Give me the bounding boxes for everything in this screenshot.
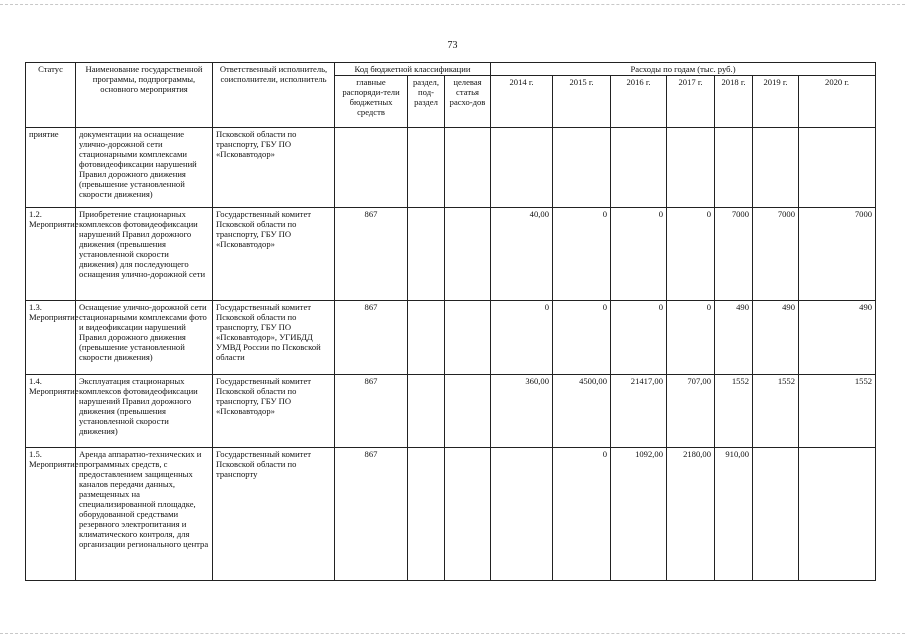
row-executor: Государственный комитет Псковской области по транспорту, ГБУ ПО «Псковавтодор» — [213, 208, 335, 301]
row-value-2020 — [799, 448, 876, 581]
row-value-2016: 1092,00 — [611, 448, 667, 581]
row-code-chief: 867 — [335, 375, 408, 448]
row-status: 1.3. Мероприятие — [26, 301, 76, 375]
table-row — [26, 375, 876, 448]
row-value-2014: 40,00 — [491, 208, 553, 301]
row-code-article — [445, 208, 491, 301]
header-status: Статус — [26, 63, 76, 128]
row-code-chief: 867 — [335, 448, 408, 581]
header-budget-code: Код бюджетной классификации — [335, 63, 491, 76]
row-value-2015: 4500,00 — [553, 375, 611, 448]
row-value-2018: 490 — [715, 301, 753, 375]
row-value-2017: 707,00 — [667, 375, 715, 448]
header-code-chief: главные распоряди-тели бюджетных средств — [335, 76, 408, 128]
header-code-article: целевая статья расхо-дов — [445, 76, 491, 128]
row-name: Приобретение стационарных комплексов фотовидеофиксации нарушений Правил дорожного движения (превышения установленной скорости движения) для последующего оснащения улично-дорожной сети — [76, 208, 213, 301]
table-row — [26, 301, 876, 375]
row-code-section — [408, 208, 445, 301]
row-value-2014 — [491, 128, 553, 208]
page-number: 73 — [447, 40, 458, 51]
row-value-2018: 7000 — [715, 208, 753, 301]
row-code-article — [445, 128, 491, 208]
row-value-2020 — [799, 128, 876, 208]
row-name: Аренда аппаратно-технических и программных средств, с предоставлением защищенных каналов передачи данных, размещенных на специализированной площадке, оборудованной средствами резервного электропитания и климатического контроля, для организации регионального центра — [76, 448, 213, 581]
row-code-section — [408, 375, 445, 448]
header-name: Наименование государственной программы, подпрограммы, основного мероприятия — [76, 63, 213, 128]
row-code-chief: 867 — [335, 301, 408, 375]
row-value-2018 — [715, 128, 753, 208]
row-value-2015: 0 — [553, 301, 611, 375]
row-code-article — [445, 301, 491, 375]
row-status: приятие — [26, 128, 76, 208]
footer-scan-edge — [0, 633, 905, 634]
row-value-2014: 360,00 — [491, 375, 553, 448]
row-name: Оснащение улично-дорожной сети стационарными комплексами фото и видеофиксации нарушений Правил дорожного движения (превышение установленной скорости движения) — [76, 301, 213, 375]
header-year-2015: 2015 г. — [553, 76, 611, 128]
row-executor: Государственный комитет Псковской области по транспорту — [213, 448, 335, 581]
row-executor: Государственный комитет Псковской области по транспорту, ГБУ ПО «Псковавтодор», УГИБДД УМВД России по Псковской области — [213, 301, 335, 375]
row-value-2016 — [611, 128, 667, 208]
header-executor: Ответственный исполнитель, соисполнители, исполнитель — [213, 63, 335, 128]
budget-table — [25, 62, 876, 581]
row-value-2019 — [753, 448, 799, 581]
row-value-2017: 0 — [667, 301, 715, 375]
header-scan-edge — [0, 4, 905, 5]
row-value-2018: 1552 — [715, 375, 753, 448]
row-value-2014: 0 — [491, 301, 553, 375]
table-row — [26, 128, 876, 208]
row-status: 1.2. Мероприятие — [26, 208, 76, 301]
row-value-2016: 0 — [611, 208, 667, 301]
row-value-2014 — [491, 448, 553, 581]
row-code-article — [445, 448, 491, 581]
row-value-2017 — [667, 128, 715, 208]
row-name: Эксплуатация стационарных комплексов фотовидеофиксации нарушений Правил дорожного движения (превышения установленной скорости движения) — [76, 375, 213, 448]
header-year-2014: 2014 г. — [491, 76, 553, 128]
row-value-2020: 490 — [799, 301, 876, 375]
header-expenses: Расходы по годам (тыс. руб.) — [491, 63, 876, 76]
row-value-2020: 7000 — [799, 208, 876, 301]
row-value-2016: 0 — [611, 301, 667, 375]
header-code-section: раздел, под-раздел — [408, 76, 445, 128]
row-value-2019: 7000 — [753, 208, 799, 301]
table-header — [26, 63, 876, 128]
row-code-chief: 867 — [335, 208, 408, 301]
row-value-2015: 0 — [553, 208, 611, 301]
row-code-section — [408, 128, 445, 208]
row-code-chief — [335, 128, 408, 208]
header-year-2019: 2019 г. — [753, 76, 799, 128]
header-year-2018: 2018 г. — [715, 76, 753, 128]
row-value-2015 — [553, 128, 611, 208]
table-row — [26, 448, 876, 581]
row-value-2018: 910,00 — [715, 448, 753, 581]
row-value-2019 — [753, 128, 799, 208]
row-status: 1.5. Мероприятие — [26, 448, 76, 581]
row-name: документации на оснащение улично-дорожной сети стационарными комплексами фотовидеофиксации нарушений Правил дорожного движения (превышение установленной скорости движения) — [76, 128, 213, 208]
row-status: 1.4. Мероприятие — [26, 375, 76, 448]
table-body — [26, 128, 876, 581]
row-code-section — [408, 301, 445, 375]
header-year-2016: 2016 г. — [611, 76, 667, 128]
row-code-section — [408, 448, 445, 581]
row-value-2015: 0 — [553, 448, 611, 581]
row-value-2020: 1552 — [799, 375, 876, 448]
row-executor: Государственный комитет Псковской области по транспорту, ГБУ ПО «Псковавтодор» — [213, 375, 335, 448]
row-value-2017: 2180,00 — [667, 448, 715, 581]
row-value-2019: 490 — [753, 301, 799, 375]
row-value-2019: 1552 — [753, 375, 799, 448]
header-year-2017: 2017 г. — [667, 76, 715, 128]
table-row — [26, 208, 876, 301]
row-value-2017: 0 — [667, 208, 715, 301]
header-year-2020: 2020 г. — [799, 76, 876, 128]
row-executor: Псковской области по транспорту, ГБУ ПО «Псковавтодор» — [213, 128, 335, 208]
row-value-2016: 21417,00 — [611, 375, 667, 448]
row-code-article — [445, 375, 491, 448]
